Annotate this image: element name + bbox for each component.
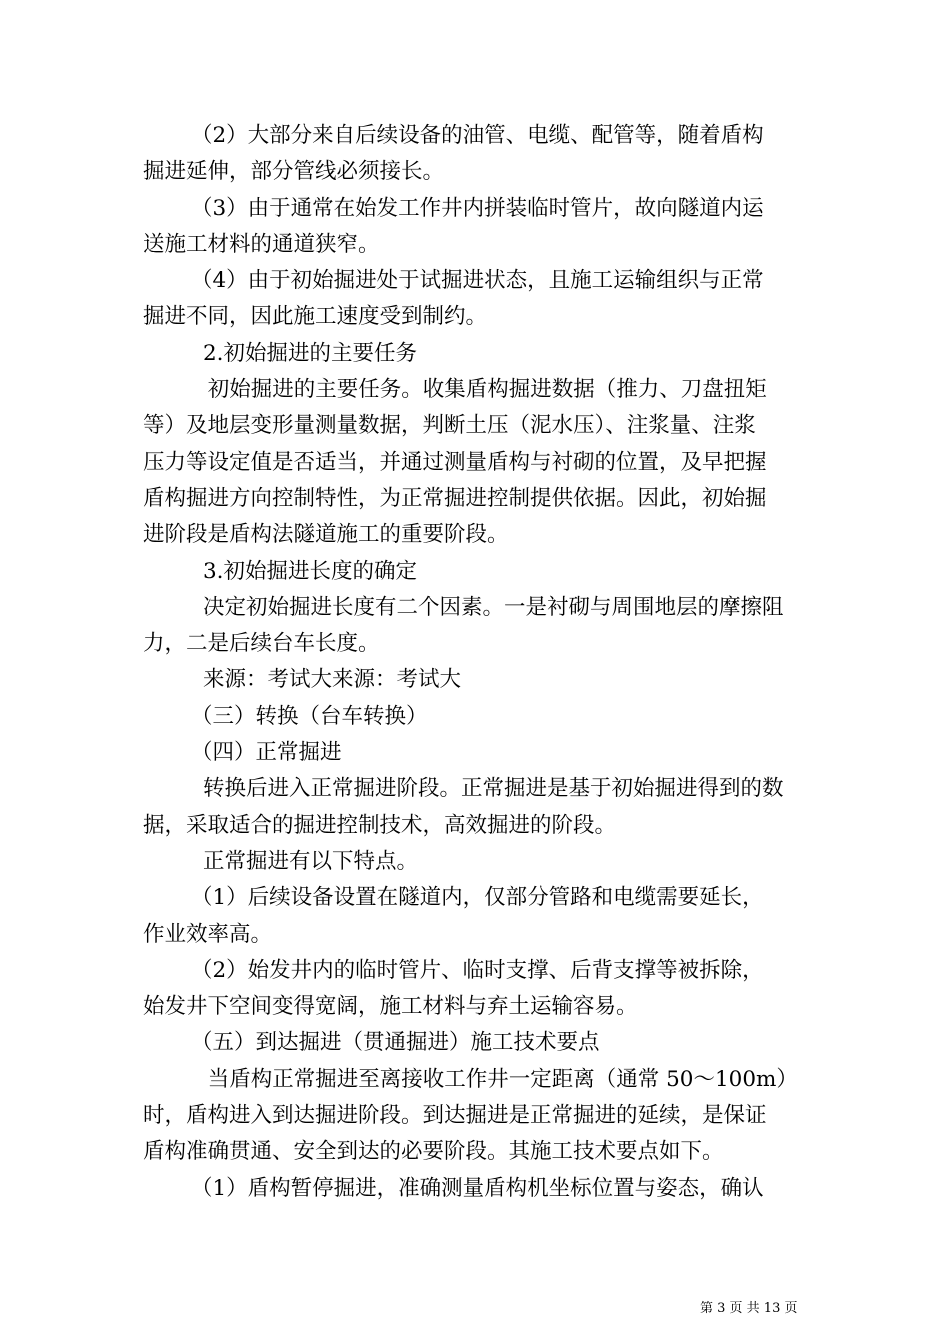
text-line: 来源：考试大来源：考试大: [203, 667, 462, 693]
text-line: （1）盾构暂停掘进，准确测量盾构机坐标位置与姿态，确认: [191, 1175, 764, 1201]
text-line: （五）到达掘进（贯通掘进）施工技术要点: [191, 1030, 600, 1056]
text-line: 盾构准确贯通、安全到达的必要阶段。其施工技术要点如下。: [143, 1139, 724, 1165]
text-line: （四）正常掘进: [191, 740, 342, 766]
text-line: 初始掘进的主要任务。收集盾构掘进数据（推力、刀盘扭矩: [207, 377, 767, 403]
text-line: 时，盾构进入到达掘进阶段。到达掘进是正常掘进的延续，是保证: [143, 1103, 767, 1129]
text-line: 当盾构正常掘进至离接收工作井一定距离（通常 50～100m）: [207, 1066, 798, 1092]
text-line: 等）及地层变形量测量数据，判断土压（泥水压）、注浆量、注浆: [143, 413, 756, 439]
text-line: （4）由于初始掘进处于试掘进状态，且施工运输组织与正常: [191, 268, 764, 294]
text-line: 据，采取适合的掘进控制技术，高效掘进的阶段。: [143, 812, 617, 838]
text-line: （2）始发井内的临时管片、临时支撑、后背支撑等被拆除，: [191, 957, 764, 983]
text-line: 盾构掘进方向控制特性，为正常掘进控制提供依据。因此，初始掘: [143, 485, 767, 511]
text-line: （三）转换（台车转换）: [191, 703, 428, 729]
text-line: 压力等设定值是否适当，并通过测量盾构与衬砌的位置，及早把握: [143, 449, 767, 475]
text-line: 正常掘进有以下特点。: [203, 848, 419, 874]
text-line: 进阶段是盾构法隧道施工的重要阶段。: [143, 522, 509, 548]
text-line: 力，二是后续台车长度。: [143, 631, 380, 657]
text-line: （3）由于通常在始发工作井内拼装临时管片，故向隧道内运: [191, 195, 764, 221]
page-footer: 第 3 页 共 13 页: [700, 1301, 798, 1316]
text-line: （1）后续设备设置在隧道内，仅部分管路和电缆需要延长，: [191, 885, 764, 911]
text-line: 送施工材料的通道狭窄。: [143, 231, 380, 257]
text-line: 决定初始掘进长度有二个因素。一是衬砌与周围地层的摩擦阻: [203, 594, 784, 620]
text-line: （2）大部分来自后续设备的油管、电缆、配管等，随着盾构: [191, 123, 764, 148]
text-line: 2.初始掘进的主要任务: [203, 340, 418, 366]
text-line: 掘进延伸，部分管线必须接长。: [143, 159, 445, 185]
text-line: 掘进不同，因此施工速度受到制约。: [143, 304, 488, 330]
text-line: 作业效率高。: [143, 921, 273, 947]
text-line: 转换后进入正常掘进阶段。正常掘进是基于初始掘进得到的数: [203, 776, 784, 802]
text-line: 3.初始掘进长度的确定: [203, 558, 418, 584]
body-text: [143, 118, 807, 1207]
text-line: 始发井下空间变得宽阔，施工材料与弃土运输容易。: [143, 994, 638, 1020]
